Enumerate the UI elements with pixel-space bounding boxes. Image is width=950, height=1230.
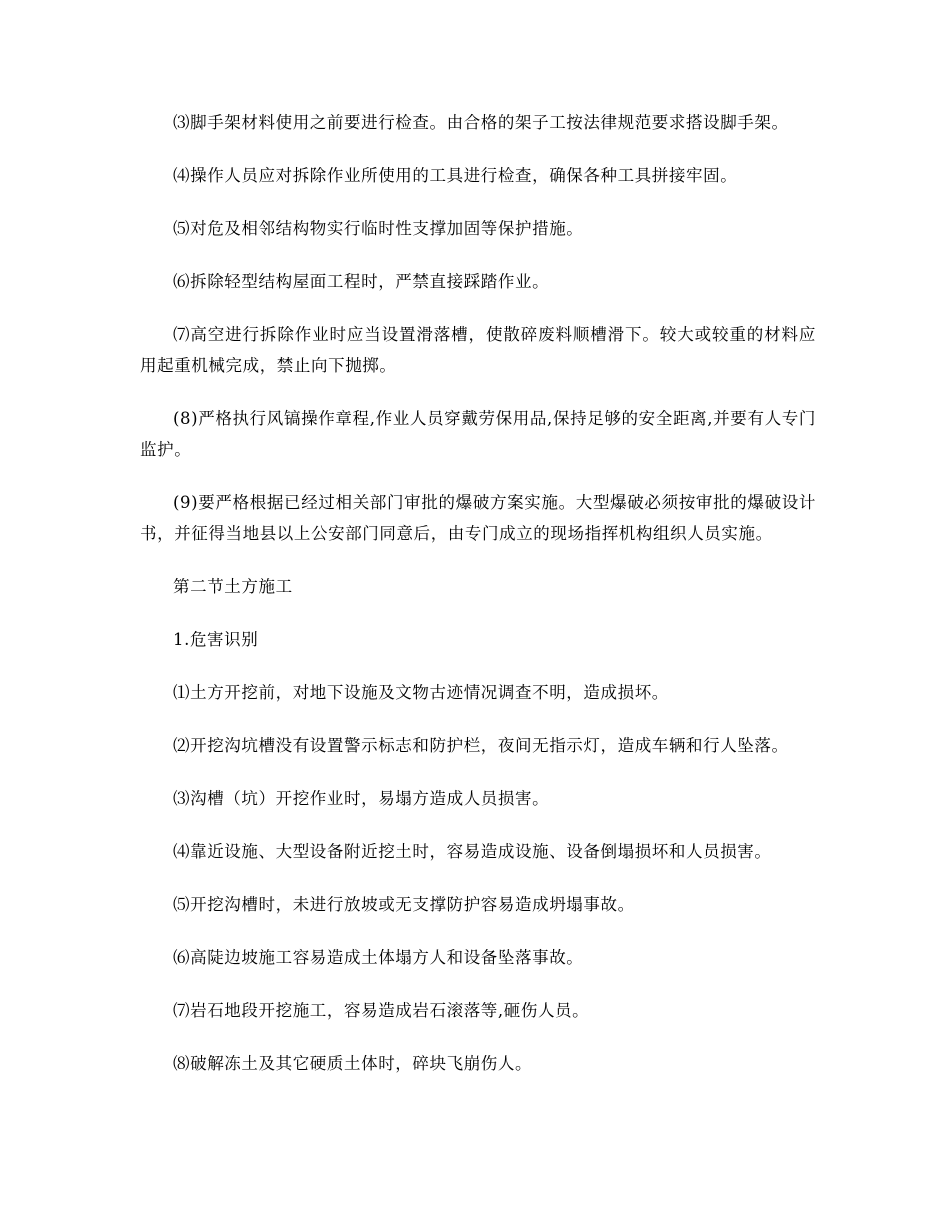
paragraph-blasting: (9)要严格根据已经过相关部门审批的爆破方案实施。大型爆破必须按审批的爆破设计书，并征得当地县以上公安部门同意后，由专门成立的现场指挥机构组织人员实施。 xyxy=(140,493,816,543)
hazard-item: ⑻破解冻土及其它硬质土体时，碎块飞崩伤人。 xyxy=(173,1054,533,1073)
paragraph-adjacent-support: ⑸对危及相邻结构物实行临时性支撑加固等保护措施。 xyxy=(173,219,584,238)
hazard-item: ⑵开挖沟坑槽没有设置警示标志和防护栏，夜间无指示灯，造成车辆和行人坠落。 xyxy=(173,736,789,755)
hazard-item: ⑴土方开挖前，对地下设施及文物古迹情况调查不明，造成损坏。 xyxy=(173,683,669,702)
hazard-item: ⑷靠近设施、大型设备附近挖土时，容易造成设施、设备倒塌损坏和人员损害。 xyxy=(173,842,772,861)
document-body xyxy=(140,107,816,1101)
section-title: 第二节土方施工 xyxy=(173,577,293,596)
paragraph-scaffold-inspection: ⑶脚手架材料使用之前要进行检查。由合格的架子工按法律规范要求搭设脚手架。 xyxy=(173,113,789,132)
paragraph-light-roof: ⑹拆除轻型结构屋面工程时，严禁直接踩踏作业。 xyxy=(173,272,550,291)
paragraph-chute: ⑺高空进行拆除作业时应当设置滑落槽，使散碎废料顺槽滑下。较大或较重的材料应用起重机械完成，禁止向下抛掷。 xyxy=(140,325,816,375)
hazard-item: ⑹高陡边坡施工容易造成土体塌方人和设备坠落事故。 xyxy=(173,948,584,967)
paragraph-tool-inspection: ⑷操作人员应对拆除作业所使用的工具进行检查，确保各种工具拼接牢固。 xyxy=(173,166,738,185)
hazard-item: ⑶沟槽（坑）开挖作业时，易塌方造成人员损害。 xyxy=(173,789,550,808)
paragraph-pneumatic-pick: (8)严格执行风镐操作章程,作业人员穿戴劳保用品,保持足够的安全距离,并要有人专门监护。 xyxy=(140,409,816,459)
hazard-item: ⑸开挖沟槽时，未进行放坡或无支撑防护容易造成坍塌事故。 xyxy=(173,895,635,914)
subsection-title: 1.危害识别 xyxy=(173,630,259,649)
hazard-item: ⑺岩石地段开挖施工，容易造成岩石滚落等,砸伤人员。 xyxy=(173,1001,590,1020)
